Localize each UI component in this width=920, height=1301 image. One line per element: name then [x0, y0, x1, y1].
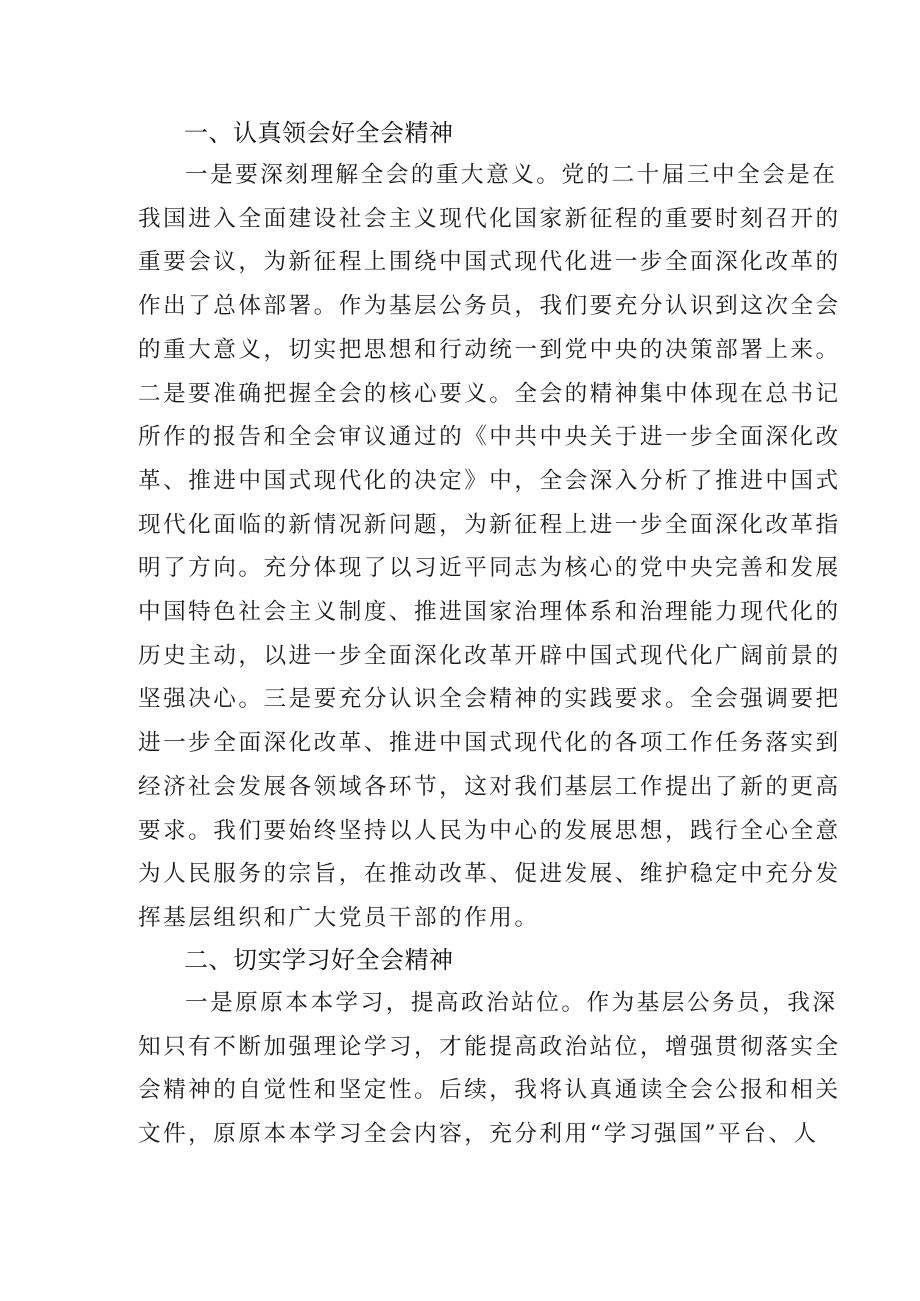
text-line: 为人民服务的宗旨，在推动改革、促进发展、维护稳定中充分发 [138, 861, 841, 888]
text-line: 中国特色社会主义制度、推进国家治理体系和治理能力现代化的 [138, 599, 841, 626]
text-line: 要求。我们要始终坚持以人民为中心的发展思想，践行全心全意 [138, 817, 841, 844]
text-line: 一是原原本本学习，提高政治站位。作为基层公务员，我深 [185, 990, 838, 1016]
text-line: 知只有不断加强理论学习，才能提高政治站位，增强贯彻落实全 [138, 1033, 841, 1060]
text-line: 作出了总体部署。作为基层公务员，我们要充分认识到这次全会 [138, 293, 841, 320]
section-1-paragraph [138, 154, 841, 941]
text-line: 经济社会发展各领域各环节，这对我们基层工作提出了新的更高 [138, 773, 841, 800]
text-line: 的重大意义，切实把思想和行动统一到党中央的决策部署上来。 [138, 336, 841, 363]
text-line: 一是要深刻理解全会的重大意义。党的二十届三中全会是在 [185, 162, 838, 188]
text-line: 会精神的自觉性和坚定性。后续，我将认真通读全会公报和相关 [138, 1077, 841, 1104]
section-2-paragraph [138, 982, 841, 1157]
section-heading-1: 一、认真领会好全会精神 [184, 119, 454, 147]
text-line: 二是要准确把握全会的核心要义。全会的精神集中体现在总书记 [138, 380, 841, 407]
text-line: 进一步全面深化改革、推进中国式现代化的各项工作任务落实到 [138, 730, 841, 757]
text-line: 我国进入全面建设社会主义现代化国家新征程的重要时刻召开的 [138, 205, 841, 232]
text-line: 坚强决心。三是要充分认识全会精神的实践要求。全会强调要把 [138, 686, 841, 713]
text-line: 历史主动，以进一步全面深化改革开辟中国式现代化广阔前景的 [138, 642, 841, 669]
text-line: 明了方向。充分体现了以习近平同志为核心的党中央完善和发展 [138, 555, 841, 582]
text-line: 现代化面临的新情况新问题，为新征程上进一步全面深化改革指 [138, 511, 841, 538]
text-line: 重要会议，为新征程上围绕中国式现代化进一步全面深化改革的 [138, 249, 841, 276]
section-heading-2: 二、切实学习好全会精神 [184, 946, 454, 974]
text-line: 革、推进中国式现代化的决定》中，全会深入分析了推进中国式 [138, 467, 841, 494]
text-line: 挥基层组织和广大党员干部的作用。 [138, 904, 540, 931]
text-line: 文件，原原本本学习全会内容，充分利用“学习强国”平台、人 [138, 1121, 819, 1148]
text-line: 所作的报告和全会审议通过的《中共中央关于进一步全面深化改 [138, 424, 841, 451]
